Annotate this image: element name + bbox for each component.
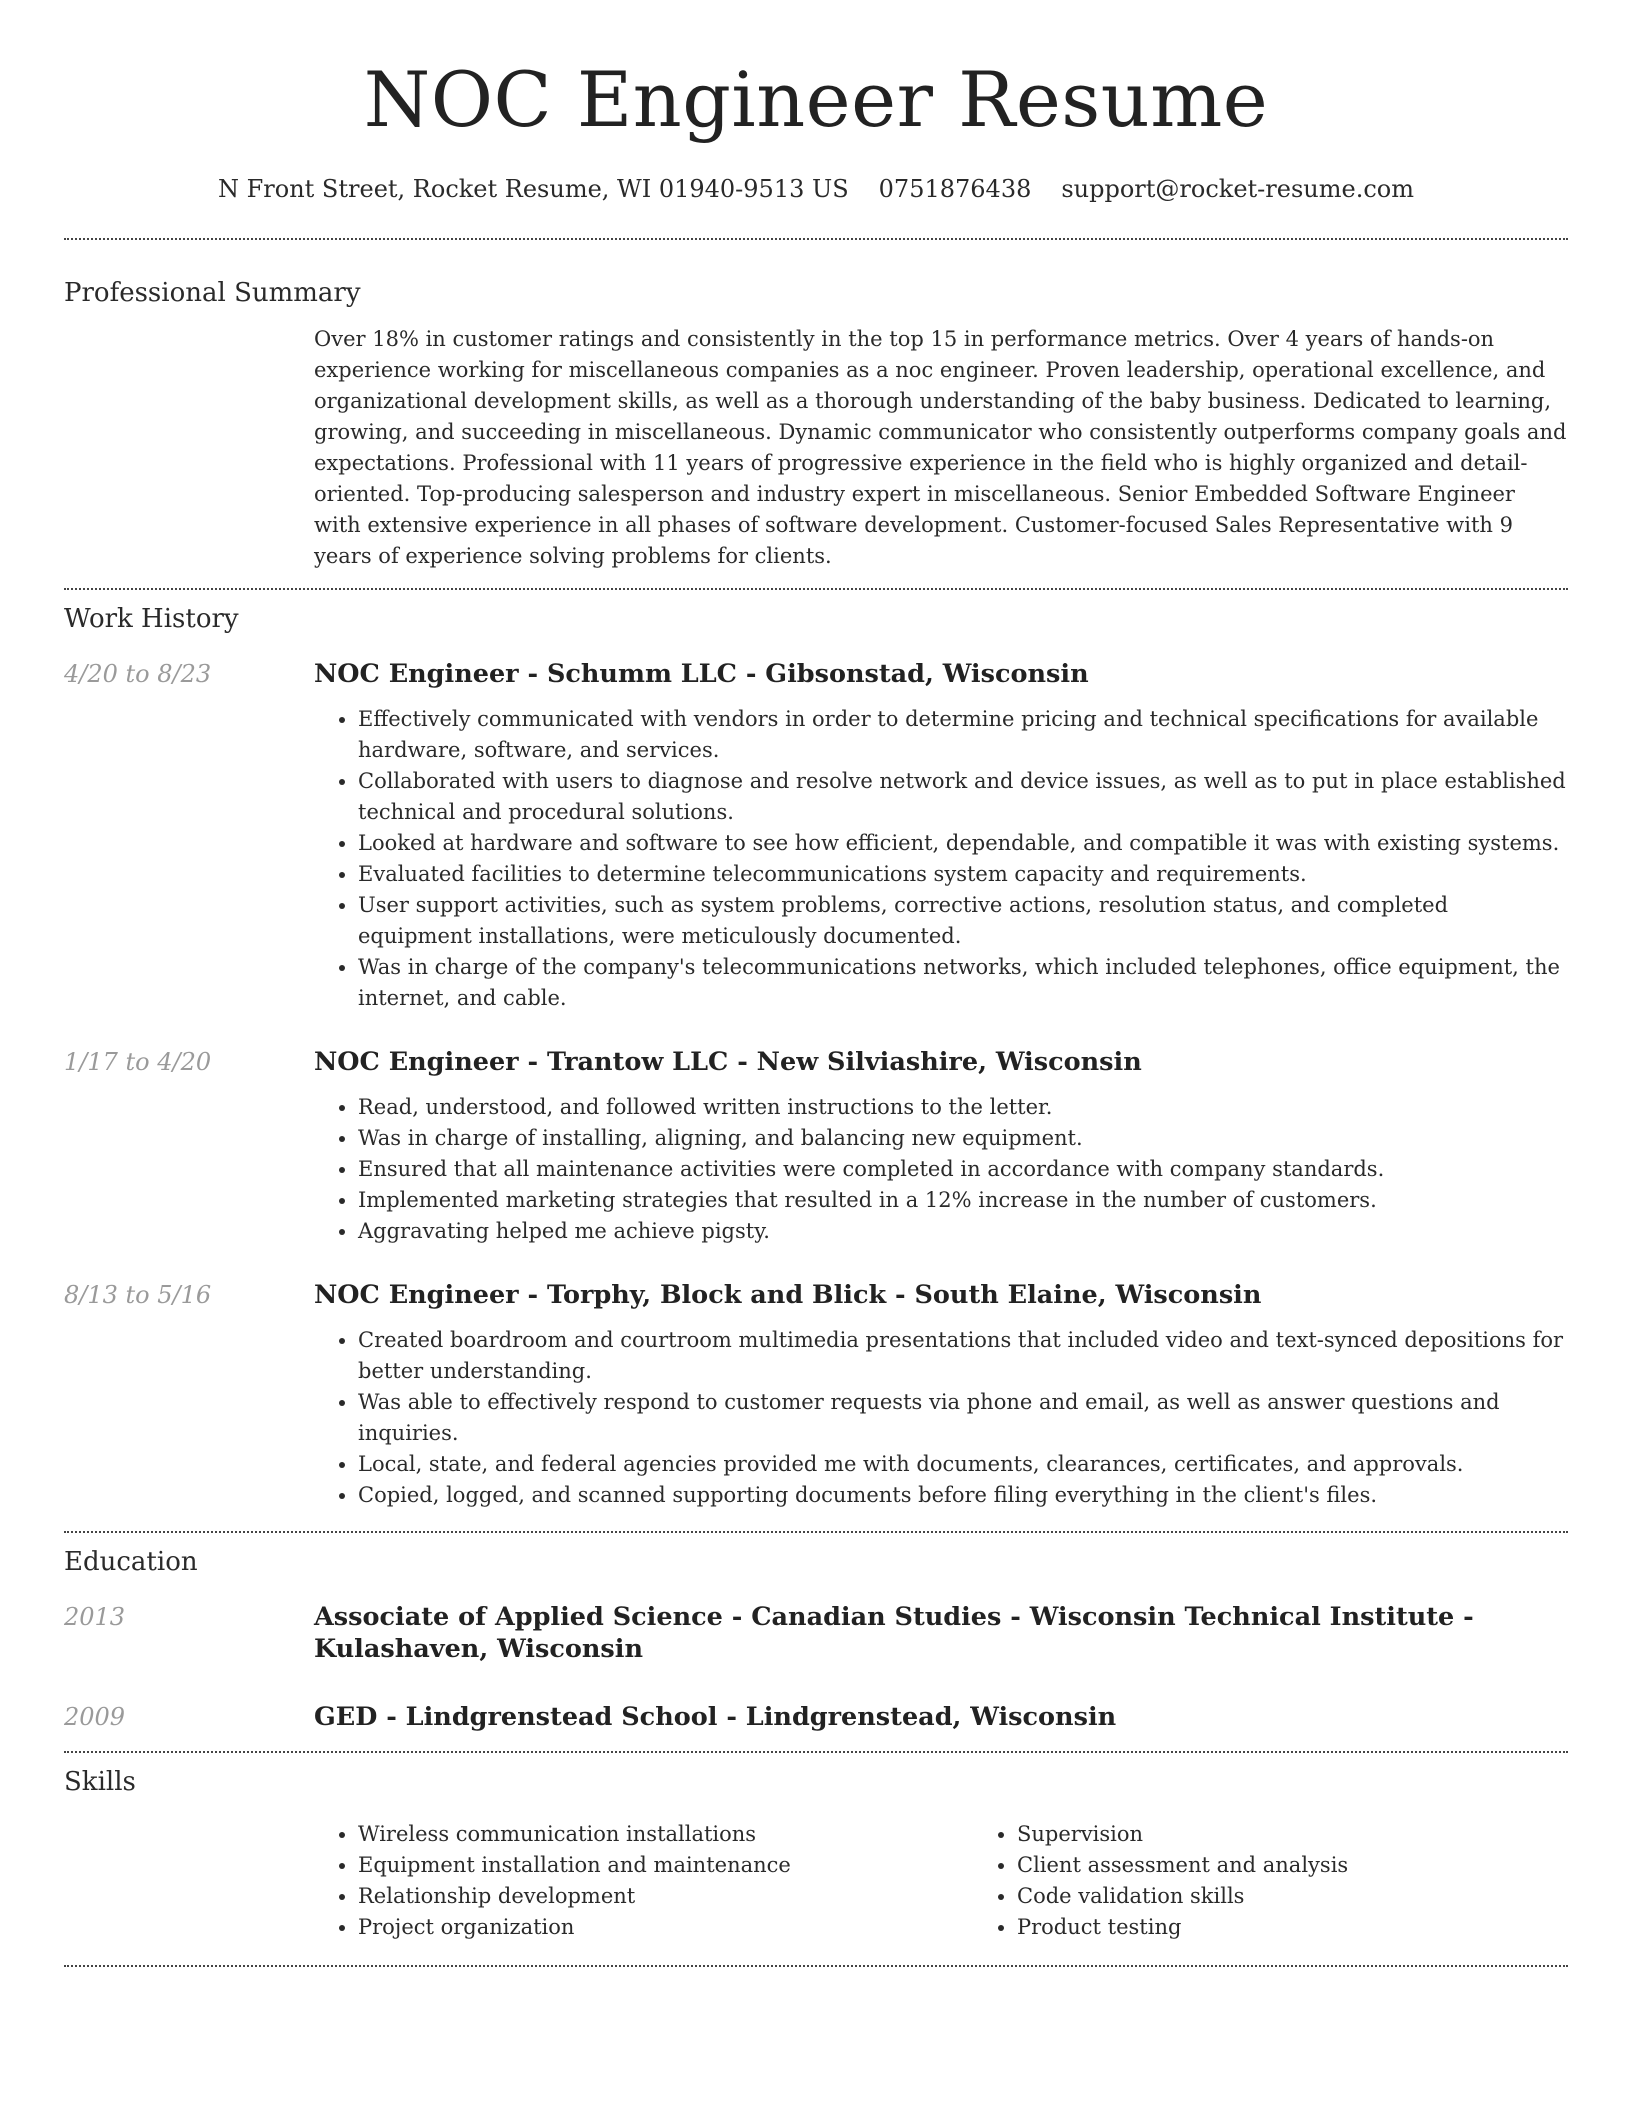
- job-heading: NOC Engineer - Torphy, Block and Blick - South Elaine, Wisconsin: [314, 1280, 1262, 1310]
- address: N Front Street, Rocket Resume, WI 01940-9513 US: [218, 175, 849, 203]
- job-entry: [64, 1046, 1568, 1247]
- list-item: • Was in charge of installing, aligning, and balancing new equipment.: [358, 1123, 1568, 1154]
- job-duties: [314, 1092, 1568, 1247]
- list-item: • Evaluated facilities to determine telecommunications system capacity and requirements.: [358, 859, 1568, 890]
- work-history-heading: Work History: [64, 604, 239, 634]
- list-item: • Was in charge of the company's telecommunications networks, which included telephones, office equipment, the internet, and cable.: [358, 952, 1568, 1014]
- skills-list: [314, 1819, 1632, 1943]
- email: support@rocket-resume.com: [1061, 175, 1414, 203]
- summary-text: Over 18% in customer ratings and consistently in the top 15 in performance metrics. Over 4 years of hands-on experience working for miscellaneous companies as a noc engineer. Proven leadership, operational excellence, and organizational development skills, as well as a thorough understanding of the baby business. Dedicated to learning, growing, and succeeding in miscellaneous. Dynamic communicator who consistently outperforms company goals and expectations. Professional with 11 years of progressive experience in the field who is highly organized and detail-oriented. Top-producing salesperson and industry expert in miscellaneous. Senior Embedded Software Engineer with extensive experience in all phases of software development. Customer-focused Sales Representative with 9 years of experience solving problems for clients.: [314, 327, 1567, 568]
- education-heading: Education: [64, 1547, 198, 1577]
- list-item: • Local, state, and federal agencies provided me with documents, clearances, certificates, and approvals.: [358, 1449, 1568, 1480]
- skill-item: • Wireless communication installations: [358, 1819, 973, 1850]
- skills-column-right: [973, 1819, 1632, 1943]
- list-item: • Created boardroom and courtroom multimedia presentations that included video and text-synced depositions for better understanding.: [358, 1325, 1568, 1387]
- job-duties: [314, 1325, 1568, 1511]
- list-item: • Was able to effectively respond to customer requests via phone and email, as well as answer questions and inquiries.: [358, 1387, 1568, 1449]
- divider: [64, 1965, 1568, 1967]
- education-heading-line: GED - Lindgrenstead School - Lindgrenstead, Wisconsin: [314, 1702, 1117, 1732]
- skills-column-left: [314, 1819, 973, 1943]
- work-history-section: [64, 590, 1568, 1511]
- job-entry: [64, 1279, 1568, 1511]
- contact-info: [64, 174, 1568, 204]
- job-dates: 8/13 to 5/16: [64, 1281, 212, 1309]
- education-entry: [64, 1701, 1568, 1733]
- phone: 0751876438: [878, 175, 1032, 203]
- summary-heading: Professional Summary: [64, 278, 361, 308]
- job-heading: NOC Engineer - Schumm LLC - Gibsonstad, Wisconsin: [314, 659, 1089, 689]
- skill-item: • Client assessment and analysis: [1017, 1850, 1632, 1881]
- list-item: • User support activities, such as system problems, corrective actions, resolution status, and completed equipment installations, were meticulously documented.: [358, 890, 1568, 952]
- list-item: • Aggravating helped me achieve pigsty.: [358, 1216, 1568, 1247]
- skill-item: • Supervision: [1017, 1819, 1632, 1850]
- skill-item: • Relationship development: [358, 1881, 973, 1912]
- education-heading-line: Associate of Applied Science - Canadian Studies - Wisconsin Technical Institute - Kulashaven, Wisconsin: [314, 1602, 1474, 1664]
- skill-item: • Equipment installation and maintenance: [358, 1850, 973, 1881]
- list-item: • Looked at hardware and software to see how efficient, dependable, and compatible it was with existing systems.: [358, 828, 1568, 859]
- skill-item: • Project organization: [358, 1912, 973, 1943]
- skill-item: • Product testing: [1017, 1912, 1632, 1943]
- education-year: 2009: [64, 1703, 126, 1731]
- summary-spacer: [64, 324, 314, 572]
- list-item: • Ensured that all maintenance activities were completed in accordance with company standards.: [358, 1154, 1568, 1185]
- resume-title: NOC Engineer Resume: [363, 55, 1269, 144]
- list-item: • Collaborated with users to diagnose and resolve network and device issues, as well as to put in place established technical and procedural solutions.: [358, 766, 1568, 828]
- job-entry: [64, 658, 1568, 1014]
- list-item: • Copied, logged, and scanned supporting documents before filing everything in the client's files.: [358, 1480, 1568, 1511]
- list-item: • Read, understood, and followed written instructions to the letter.: [358, 1092, 1568, 1123]
- skill-item: • Code validation skills: [1017, 1881, 1632, 1912]
- summary-section: [64, 240, 1568, 572]
- job-dates: 1/17 to 4/20: [64, 1048, 212, 1076]
- education-year: 2013: [64, 1603, 126, 1631]
- job-dates: 4/20 to 8/23: [64, 660, 212, 688]
- education-section: [64, 1533, 1568, 1733]
- job-duties: [314, 704, 1568, 1014]
- job-heading: NOC Engineer - Trantow LLC - New Silviashire, Wisconsin: [314, 1047, 1142, 1077]
- education-entry: [64, 1601, 1568, 1665]
- skills-section: [64, 1753, 1568, 1943]
- skills-heading: Skills: [64, 1767, 136, 1797]
- list-item: • Effectively communicated with vendors in order to determine pricing and technical specifications for available hardware, software, and services.: [358, 704, 1568, 766]
- list-item: • Implemented marketing strategies that resulted in a 12% increase in the number of customers.: [358, 1185, 1568, 1216]
- skills-spacer: [64, 1819, 314, 1943]
